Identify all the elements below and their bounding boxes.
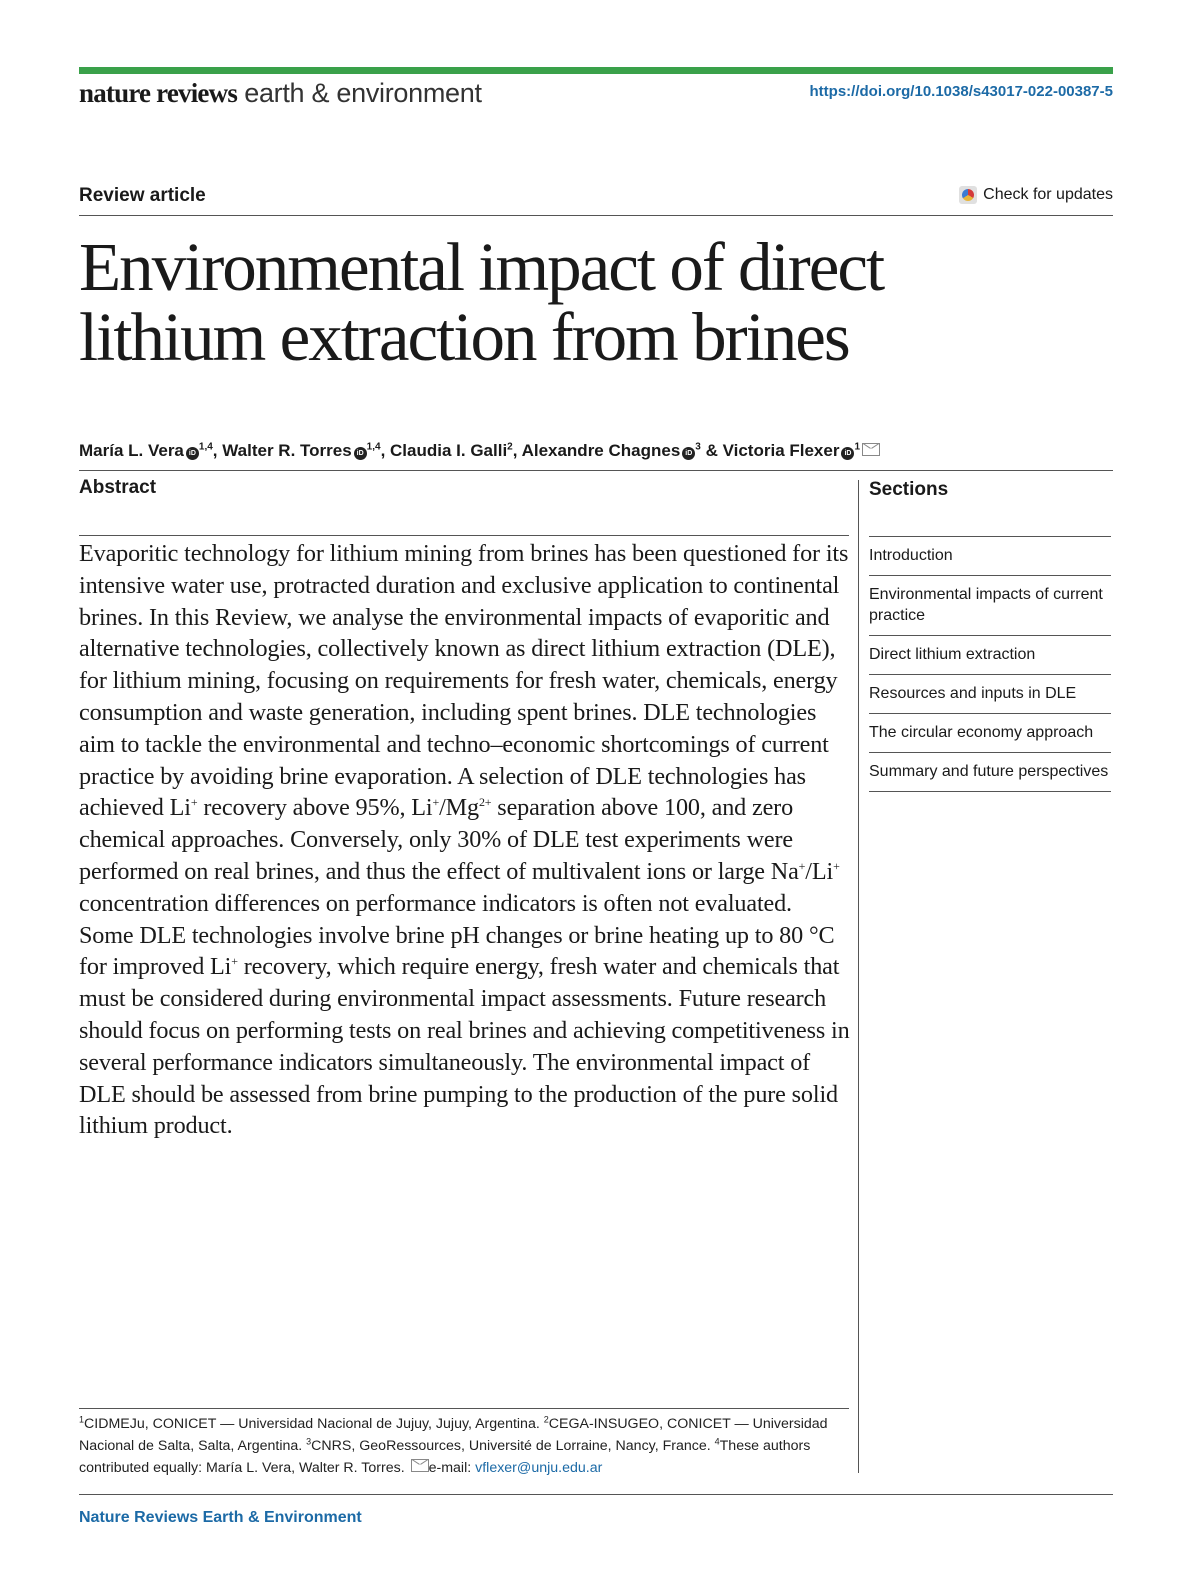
footnote-marker: 4: [714, 1436, 720, 1447]
email-label: e-mail:: [428, 1460, 476, 1476]
journal-name-subtitle: earth & environment: [244, 78, 482, 108]
affiliation-text: CEGA-INSUGEO, CONICET — Universidad Nacional de Salta, Salta, Argentina.: [79, 1416, 828, 1454]
section-link-introduction[interactable]: Introduction: [869, 537, 1111, 576]
doi-link[interactable]: https://doi.org/10.1038/s43017-022-00387-5: [809, 83, 1113, 100]
divider: [79, 1408, 849, 1409]
superscript: 2+: [478, 795, 492, 810]
column-divider: [858, 480, 859, 1473]
check-for-updates-button[interactable]: [959, 186, 1113, 204]
abstract-segment: Evaporitic technology for lithium mining from brines has been questioned for its intensive water use, protracted duration and exclusive application to continental brines. In this Review, we analyse the environmental impacts of evaporitic and alternative technologies, collectively known as direct lithium extraction (DLE), for lithium mining, focusing on requirements for fresh water, chemicals, energy consumption and waste generation, including spent brines. DLE technologies aim to tackle the environmental and techno–economic shortcomings of current practice by avoiding brine evaporation. A selection of DLE technologies has achieved Li: [79, 540, 849, 822]
journal-accent-bar: [79, 67, 1113, 74]
author-affiliation: 1,4: [198, 441, 213, 453]
superscript: +: [432, 795, 440, 810]
abstract-segment: /Mg: [439, 794, 479, 822]
divider: [79, 1494, 1113, 1495]
abstract-segment: /Li: [805, 857, 834, 885]
orcid-icon[interactable]: iD: [841, 447, 854, 460]
author-affiliation: 3: [695, 441, 701, 453]
abstract-segment: recovery above 95%, Li: [197, 794, 433, 822]
check-for-updates-label: Check for updates: [983, 186, 1113, 203]
abstract-heading: Abstract: [79, 477, 157, 498]
orcid-icon[interactable]: iD: [682, 447, 695, 460]
abstract-segment: concentration differences on performance indicators is often not evaluated. Some DLE technologies involve brine pH changes or brine heating up to 80 °C for improved Li: [79, 889, 835, 981]
author-name[interactable]: Alexandre Chagnes: [521, 441, 681, 460]
superscript: +: [833, 858, 840, 873]
author-separator: &: [700, 441, 723, 460]
author-affiliation: 2: [507, 441, 513, 453]
section-link-direct-lithium-extraction[interactable]: Direct lithium extraction: [869, 636, 1111, 675]
author-name[interactable]: María L. Vera: [79, 441, 184, 460]
crossmark-icon: [959, 186, 977, 204]
author-list: [79, 441, 880, 461]
divider: [79, 535, 849, 536]
journal-logo[interactable]: [79, 78, 482, 109]
author-separator: ,: [380, 441, 391, 460]
divider: [79, 215, 1113, 216]
footnote-marker: 2: [543, 1414, 549, 1425]
author-name[interactable]: Claudia I. Galli: [390, 441, 508, 460]
abstract-segment: recovery, which require energy, fresh water and chemicals that must be considered during environmental impact assessments. Future research should focus on performing tests on real brines and achieving competitiveness in several performance indicators simultaneously. The environmental impact of DLE should be assessed from brine pumping to the production of the pure solid lithium product.: [79, 953, 850, 1140]
superscript: +: [798, 858, 806, 873]
article-type: Review article: [79, 185, 206, 206]
section-link-circular-economy[interactable]: The circular economy approach: [869, 714, 1111, 753]
superscript: +: [231, 954, 238, 969]
author-name[interactable]: Walter R. Torres: [222, 441, 352, 460]
footer-journal-name[interactable]: Nature Reviews Earth & Environment: [79, 1509, 362, 1526]
section-link-resources-inputs[interactable]: Resources and inputs in DLE: [869, 675, 1111, 714]
affiliation-text: These authors contributed equally: María L. Vera, Walter R. Torres.: [79, 1438, 811, 1476]
section-link-environmental-impacts[interactable]: Environmental impacts of current practice: [869, 576, 1111, 636]
author-affiliation: 1,4: [366, 441, 381, 453]
email-link[interactable]: vflexer@unju.edu.ar: [475, 1460, 603, 1476]
superscript: +: [190, 795, 198, 810]
orcid-icon[interactable]: iD: [354, 447, 367, 460]
author-name[interactable]: Victoria Flexer: [722, 441, 840, 460]
author-affiliation: 1: [854, 441, 861, 453]
affiliation-text: CNRS, GeoRessources, Université de Lorraine, Nancy, France.: [311, 1438, 715, 1454]
author-separator: ,: [512, 441, 522, 460]
article-title: Environmental impact of direct lithium extraction from brines: [79, 229, 884, 375]
sections-heading: Sections: [869, 479, 949, 500]
abstract-segment: separation above 100, and zero chemical approaches. Conversely, only 30% of DLE test experiments were performed on real brines, and thus the effect of multivalent ions or large Na: [79, 794, 799, 885]
sections-nav: [869, 536, 1111, 792]
email-icon[interactable]: [862, 443, 880, 456]
section-link-summary[interactable]: Summary and future perspectives: [869, 753, 1111, 792]
journal-name-bold: nature reviews: [79, 78, 238, 108]
affiliation-text: CIDMEJu, CONICET — Universidad Nacional de Jujuy, Jujuy, Argentina.: [84, 1416, 544, 1432]
footnote-marker: 3: [306, 1436, 312, 1447]
abstract-text: [79, 538, 851, 1142]
email-icon: [411, 1459, 429, 1472]
footnote-marker: 1: [79, 1414, 85, 1425]
orcid-icon[interactable]: iD: [186, 447, 199, 460]
divider: [79, 470, 1113, 471]
affiliations-footnote: [79, 1413, 851, 1479]
author-separator: ,: [212, 441, 223, 460]
